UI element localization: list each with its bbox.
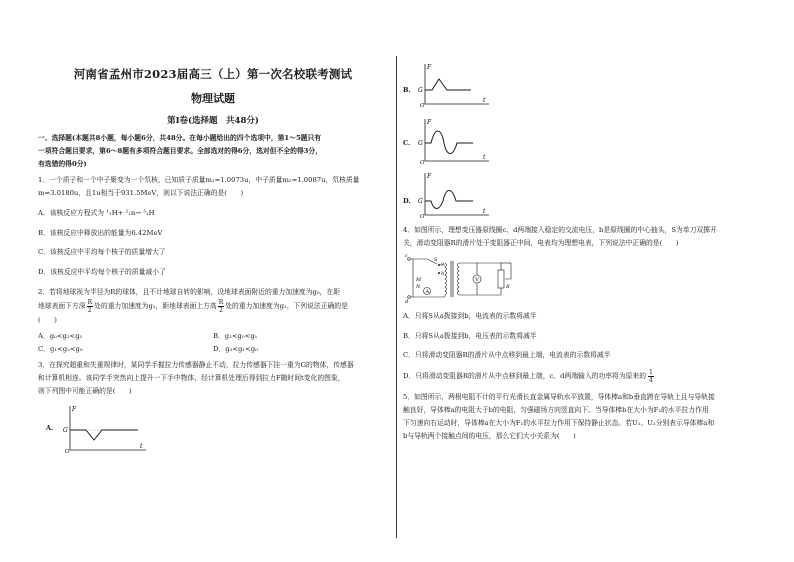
graph-c-svg (415, 117, 495, 165)
label-a: a (441, 261, 444, 267)
axis-label-t: t (483, 97, 486, 104)
question-stem: 则下列图中可能正确的是( ) (38, 386, 132, 395)
axis-label-g: G (418, 198, 423, 205)
ammeter-label: A (425, 289, 430, 295)
question-stem: 触良好，导体棒a的电阻大于b的电阻，匀强磁场方向竖直向下。当导体棒b在大小为F₂的水平拉力作用 (403, 405, 709, 414)
origin-label: O (65, 448, 70, 454)
label-m: M (416, 277, 422, 283)
label-n: N (416, 284, 421, 290)
axis-label-g: G (418, 140, 423, 147)
voltmeter-label: V (475, 277, 479, 283)
fraction-numerator: 1 (649, 369, 653, 377)
transformer-circuit-svg (405, 253, 525, 303)
graph-b-svg (415, 62, 495, 108)
slider-wire (505, 263, 511, 279)
option-d: D．该核反应中平均每个核子的质量减小了 (38, 268, 166, 277)
option-a: A．只将S从a拨接到b，电流表的示数将减半 (403, 311, 537, 320)
question-2 (38, 286, 388, 356)
graph-option-c (403, 117, 759, 165)
force-curve (425, 191, 473, 209)
option-b: B．该核反应中释放出的能量为6.42MeV (38, 228, 163, 237)
question-stem: 4．如图所示，理想变压器原线圈c、d两端接入稳定的交流电压，b是原线圈的中心抽头，S为单刀双掷开 (403, 226, 717, 234)
force-curve (425, 79, 471, 90)
exam-subject: 物理试题 (191, 92, 235, 105)
graph-d-svg (415, 171, 495, 219)
resistor-label: R (506, 284, 510, 290)
origin-label: O (420, 160, 425, 165)
option-c: C．该核反应中平均每个核子的质量增大了 (38, 248, 166, 257)
option-d (403, 369, 759, 384)
resistor-r (498, 270, 504, 288)
graph-option-b (403, 62, 759, 108)
option-d: D．g₂<g₁<g₀ (213, 344, 258, 353)
origin-label: O (420, 103, 425, 108)
option-b: B．只将S从a拨接到b，电压表的示数将减半 (403, 331, 537, 340)
instructions (38, 132, 388, 171)
axis-label-f: F (427, 64, 432, 71)
force-curve (425, 131, 473, 154)
primary-coil (445, 263, 447, 295)
fraction-r-over-2 (218, 299, 225, 314)
option-b: B．g₂<g₀<g₁ (213, 331, 258, 340)
graph-option-a (38, 404, 388, 454)
stem-part: 地球表面下方深 (38, 301, 86, 310)
fraction-one-quarter (648, 369, 654, 384)
question-stem: 3．在探究超重和失重规律时，某同学手握拉力传感器静止不动，拉力传感器下挂一重为G的物体，传感器 (38, 360, 354, 369)
label-c: c (405, 253, 408, 259)
option-a: A．该核反应方程式为 ¹₁H+ ²₁n→ ³₁H (38, 208, 155, 217)
left-column (38, 62, 388, 454)
fraction-denominator: 4 (649, 377, 653, 385)
instructions-line: 有选错的得0分) (38, 160, 87, 168)
contact-b (438, 272, 440, 274)
option-label: B. (403, 86, 411, 94)
label-d: d (405, 299, 409, 303)
stem-part: 处的重力加速度为g₂，下列说法正确的是 (225, 301, 348, 310)
fraction-denominator: 2 (219, 306, 223, 314)
axis-label-g: G (418, 87, 423, 94)
fraction-numerator: R (218, 298, 224, 306)
axis-label-f: F (427, 173, 432, 180)
axis-label-t: t (140, 442, 143, 450)
origin-label: O (420, 214, 425, 219)
option-label: C. (403, 139, 411, 147)
axis-label-t: t (483, 208, 486, 215)
options-row (38, 330, 388, 343)
question-stem: ( ) (38, 315, 57, 324)
options-row (38, 343, 388, 356)
question-stem: 1．一个质子和一个中子聚变为一个氘核，已知质子质量m₁=1.0073u，中子质量m₂=1.0087u，氘核质量 (38, 176, 360, 184)
stem-part: 处的重力加速度为g₁，距地球表面上方高 (94, 301, 217, 310)
question-4 (403, 224, 759, 250)
axis-label-t: t (483, 154, 486, 161)
terminal-d (408, 296, 411, 299)
option-d-text: D．只将滑动变阻器R的滑片从中点移到最上端，c、d两端输入的功率将为原来的 (403, 372, 647, 381)
exam-title: 河南省孟州市2023届高三（上）第一次名校联考测试 (73, 67, 353, 81)
option-label: A. (46, 423, 54, 432)
column-divider (396, 56, 397, 538)
right-column (403, 62, 759, 443)
option-c: C．g₁<g₂<g₀ (38, 344, 83, 353)
graph-option-d (403, 171, 759, 219)
fraction-numerator: R (87, 298, 93, 306)
question-stem: b与导轨两个接触点间的电压，那么它们大小关系为( ) (403, 431, 576, 440)
axis-label-g: G (63, 426, 68, 434)
axis-label-f: F (72, 405, 77, 413)
question-4-options (403, 310, 759, 384)
question-stem: 和计算机相连。该同学手突然向上提升一下手中物体，经计算机处理后得到拉力F随时间t变化的图象， (38, 373, 345, 382)
question-stem: 5．如图所示，两根电阻不计的平行光滑长直金属导轨水平放置，导体棒a和b垂直跨在导轨上且与导轨接 (403, 392, 715, 401)
graph-a-svg (60, 404, 150, 454)
section-heading: 第Ⅰ卷(选择题 共48分) (167, 116, 259, 126)
instructions-line: 一项符合题目要求，第6～8题有多项符合题目要求。全部选对的得6分，选对但不全的得3分， (38, 147, 322, 155)
option-c: C．只将滑动变阻器R的滑片从中点移到最上端，电流表的示数将减半 (403, 351, 611, 360)
question-3 (38, 359, 388, 398)
force-curve (70, 430, 138, 440)
label-s: S (434, 257, 438, 263)
fraction-denominator: 2 (87, 306, 92, 314)
transformer-circuit-figure (403, 253, 759, 303)
label-b: b (441, 271, 445, 277)
option-label: D. (403, 197, 411, 205)
question-5 (403, 391, 759, 443)
question-stem: 2．若将地球视为半径为R的球体，且不计地球自转的影响，设地球表面附近的重力加速度为g₀，在距 (38, 287, 340, 296)
question-stem: m=3.0180u，且1u相当于931.5MeV，则以下说法正确的是( ) (38, 189, 244, 197)
fraction-r-over-2 (87, 299, 94, 314)
terminal-c (408, 258, 411, 261)
instructions-line: 一、选择题(本题共8小题，每小题6分，共48分。在每小题给出的四个选项中，第1～5题只有 (38, 134, 322, 142)
question-stem (38, 299, 388, 314)
secondary-coil (458, 263, 460, 295)
question-stem: 下匀速向右运动时，导体棒a在大小为F₁的水平拉力作用下保持静止状态。若U₁、U₂分别表示导体棒a和 (403, 418, 715, 427)
question-1 (38, 174, 388, 279)
question-stem: 关，滑动变阻器R的滑片处于变阻器正中间，电表均为理想电表，下列说法中正确的是( ) (403, 239, 679, 247)
option-a: A．g₀<g₂<g₁ (38, 331, 83, 340)
axis-label-f: F (427, 119, 432, 126)
